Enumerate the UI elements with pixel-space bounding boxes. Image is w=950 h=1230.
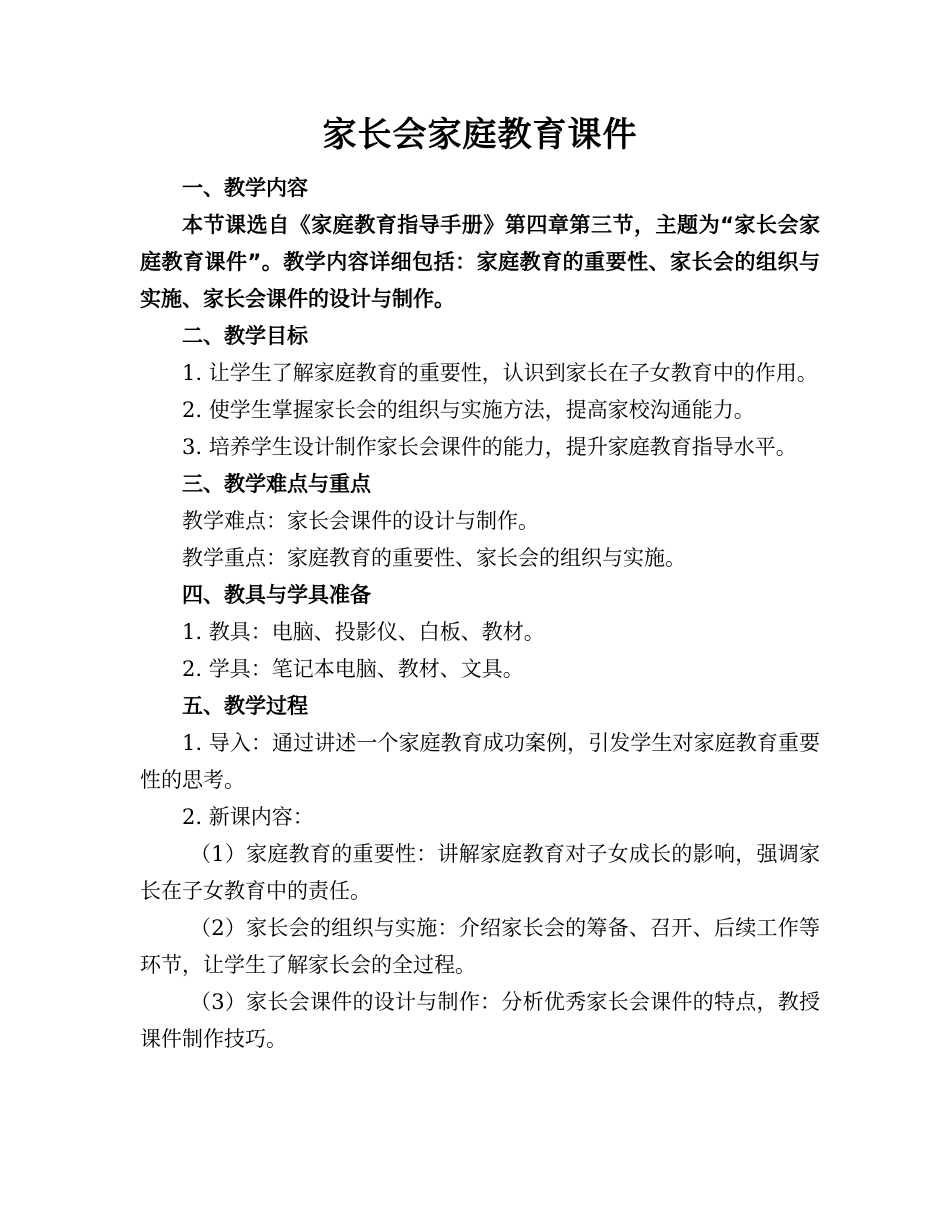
section-heading: 二、教学目标 xyxy=(182,324,308,348)
paragraph: 教学重点：家庭教育的重要性、家长会的组织与实施。 xyxy=(182,546,686,570)
section-teaching-content xyxy=(140,170,820,318)
section-heading: 一、教学内容 xyxy=(182,176,308,200)
document-title: 家长会家庭教育课件 xyxy=(322,115,638,155)
sub-list-item: （2）家长会的组织与实施：介绍家长会的筹备、召开、后续工作等环节，让学生了解家长会的全过程。 xyxy=(140,916,820,977)
section-heading: 三、教学难点与重点 xyxy=(182,472,371,496)
list-item: 1. 让学生了解家庭教育的重要性，认识到家长在子女教育中的作用。 xyxy=(182,361,818,385)
paragraph: 本节课选自《家庭教育指导手册》第四章第三节，主题为“家长会家庭教育课件”。教学内容详细包括：家庭教育的重要性、家长会的组织与实施、家长会课件的设计与制作。 xyxy=(140,213,820,311)
list-item: 3. 培养学生设计制作家长会课件的能力，提升家庭教育指导水平。 xyxy=(182,435,797,459)
sub-list-item: （3）家长会课件的设计与制作：分析优秀家长会课件的特点，教授课件制作技巧。 xyxy=(140,990,820,1051)
list-item: 2. 新课内容： xyxy=(182,805,314,829)
section-teaching-process xyxy=(140,688,820,1058)
list-item: 1. 导入：通过讲述一个家庭教育成功案例，引发学生对家庭教育重要性的思考。 xyxy=(140,731,820,792)
section-teaching-tools xyxy=(140,577,820,688)
section-teaching-goals xyxy=(140,318,820,466)
list-item: 2. 学具：笔记本电脑、教材、文具。 xyxy=(182,657,524,681)
list-item: 2. 使学生掌握家长会的组织与实施方法，提高家校沟通能力。 xyxy=(182,398,755,422)
sub-list-item: （1）家庭教育的重要性：讲解家庭教育对子女成长的影响，强调家长在子女教育中的责任。 xyxy=(140,842,820,903)
paragraph: 教学难点：家长会课件的设计与制作。 xyxy=(182,509,539,533)
list-item: 1. 教具：电脑、投影仪、白板、教材。 xyxy=(182,620,545,644)
section-heading: 五、教学过程 xyxy=(182,694,308,718)
section-heading: 四、教具与学具准备 xyxy=(182,583,371,607)
document-page xyxy=(140,104,820,1058)
section-difficulties-and-key-points xyxy=(140,466,820,577)
